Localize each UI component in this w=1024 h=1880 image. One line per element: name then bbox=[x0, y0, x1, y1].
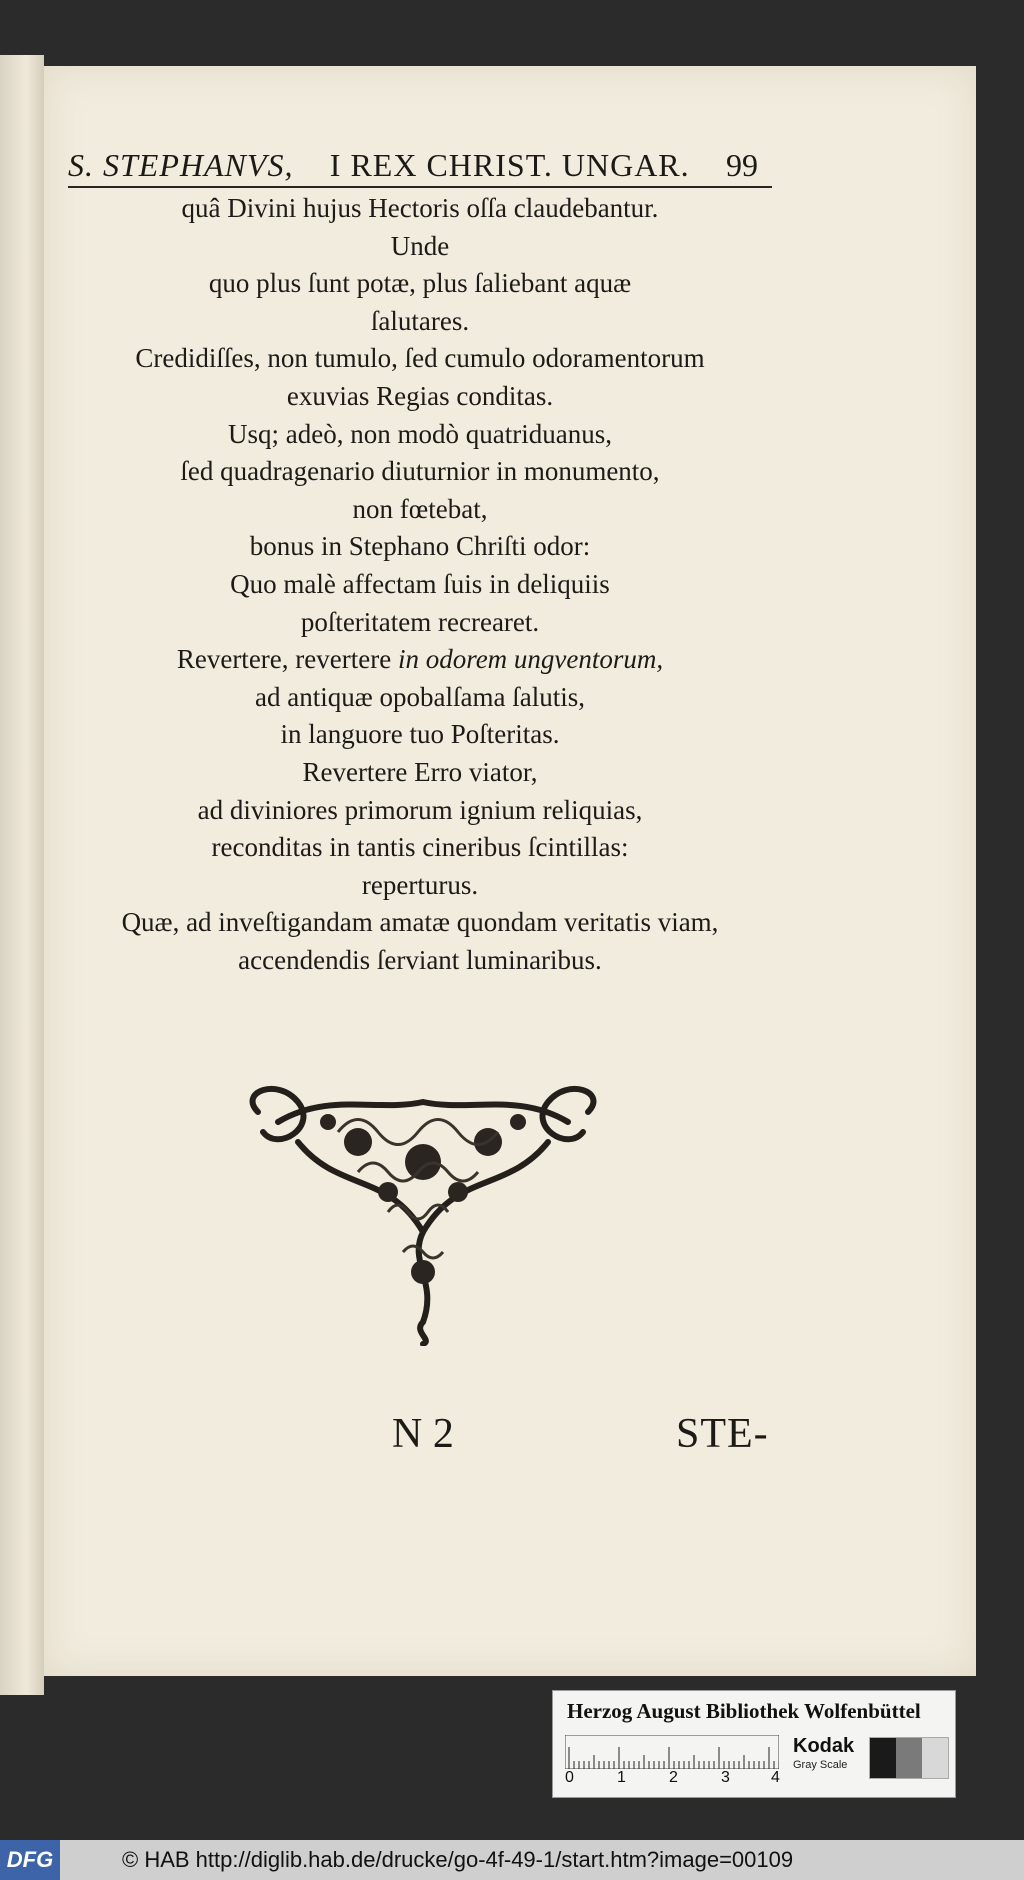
text-line-content: Revertere, revertere bbox=[176, 644, 398, 675]
text-line bbox=[68, 491, 772, 529]
text-line bbox=[68, 904, 772, 942]
text-line-content: ad antiquæ opobalſama ſalutis, bbox=[255, 681, 585, 712]
text-line bbox=[68, 754, 772, 792]
ruler-icon bbox=[565, 1735, 779, 1769]
text-line bbox=[68, 604, 772, 642]
page-number: 99 bbox=[725, 147, 758, 183]
text-line-content: Revertere Erro viator, bbox=[302, 756, 538, 787]
text-line-content: bonus in Stephano Chriſti odor: bbox=[249, 531, 591, 562]
text-line-content: Quo malè affectam ſuis in deliquiis bbox=[230, 568, 610, 599]
header-title-left: S. STEPHANVS, bbox=[68, 147, 294, 183]
ruler-numbers bbox=[565, 1769, 795, 1791]
text-line-content: quâ Divini hujus Hectoris oſſa claudebantur. bbox=[181, 193, 659, 223]
text-line-content: quo plus ſunt potæ, plus ſaliebant aquæ bbox=[208, 268, 632, 299]
ornamental-vignette-icon bbox=[238, 1082, 608, 1346]
header-rule bbox=[68, 186, 772, 188]
previous-page-edge bbox=[0, 55, 44, 1695]
kodak-logo: Kodak bbox=[793, 1735, 855, 1757]
text-line-content: poſteritatem recrearet. bbox=[300, 606, 540, 637]
text-line-content: ad diviniores primorum ignium reliquias, bbox=[197, 794, 643, 825]
dfg-logo: DFG bbox=[0, 1840, 60, 1880]
text-line-italic: in odorem ungventorum, bbox=[397, 644, 664, 675]
text-line bbox=[68, 716, 772, 754]
text-line-content: ſalutares. bbox=[370, 305, 470, 336]
text-line bbox=[68, 340, 772, 378]
text-line-content: Credidiſſes, non tumulo, ſed cumulo odoramentorum bbox=[135, 343, 705, 374]
catchword: STE- bbox=[676, 1411, 769, 1457]
text-line-content: Quæ, ad inveſtigandam amatæ quondam veritatis viam, bbox=[121, 907, 719, 938]
library-title: Herzog August Bibliothek Wolfenbüttel bbox=[567, 1699, 921, 1723]
text-line bbox=[68, 416, 772, 454]
text-line bbox=[68, 265, 772, 303]
ruler-number: 0 bbox=[565, 1769, 574, 1786]
text-line bbox=[68, 641, 772, 679]
text-line-content: reperturus. bbox=[361, 869, 479, 900]
gray-swatch bbox=[922, 1738, 948, 1778]
text-line bbox=[68, 829, 772, 867]
text-line-content: ſed quadragenario diuturnior in monumento, bbox=[180, 456, 660, 487]
text-line bbox=[68, 942, 772, 980]
text-line-content: Unde bbox=[390, 230, 450, 261]
text-line-content: in languore tuo Poſteritas. bbox=[280, 719, 560, 750]
header-title-mid: I REX CHRIST. UNGAR. bbox=[329, 147, 690, 183]
signature-mark: N 2 bbox=[392, 1411, 454, 1457]
text-line-content: Usq; adeò, non modò quatriduanus, bbox=[228, 418, 612, 449]
copyright-link[interactable]: © HAB http://diglib.hab.de/drucke/go-4f-49-1/start.htm?image=00109 bbox=[122, 1847, 794, 1872]
text-line bbox=[68, 228, 772, 266]
text-line-content: exuvias Regias conditas. bbox=[286, 380, 554, 411]
text-line bbox=[68, 566, 772, 604]
text-line bbox=[68, 190, 772, 228]
text-line bbox=[68, 453, 772, 491]
text-line bbox=[68, 867, 772, 905]
gray-swatch bbox=[870, 1738, 896, 1778]
text-line-content: non fœtebat, bbox=[352, 493, 488, 524]
text-line-content: accendendis ſerviant luminaribus. bbox=[238, 944, 602, 975]
text-line bbox=[68, 679, 772, 717]
gray-swatches bbox=[869, 1737, 949, 1779]
gray-scale-label: Gray Scale bbox=[793, 1759, 848, 1771]
text-line bbox=[68, 378, 772, 416]
page-body-text bbox=[68, 190, 772, 979]
running-header bbox=[68, 140, 758, 184]
footer-bar bbox=[0, 1840, 1024, 1880]
scan-reference-card bbox=[552, 1690, 956, 1798]
text-line bbox=[68, 528, 772, 566]
ruler-number: 3 bbox=[721, 1769, 730, 1786]
ruler-number: 4 bbox=[771, 1769, 780, 1786]
text-line bbox=[68, 303, 772, 341]
gray-swatch bbox=[896, 1738, 922, 1778]
text-line-content: reconditas in tantis cineribus ſcintillas: bbox=[211, 832, 629, 863]
ruler-number: 2 bbox=[669, 1769, 678, 1786]
ruler-number: 1 bbox=[617, 1769, 626, 1786]
text-line bbox=[68, 792, 772, 830]
